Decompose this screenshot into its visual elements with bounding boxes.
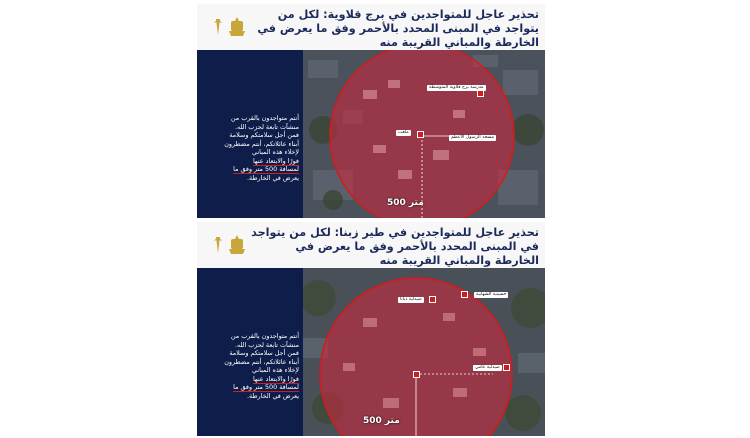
evacuation-warning-panel-1: [197, 4, 545, 218]
target-marker: [413, 371, 420, 378]
map-label: مدرسة برج قلاوية المتوسطة: [429, 85, 484, 90]
map-label: حسينية الشهابية: [476, 292, 507, 297]
map-label: ملعب: [398, 130, 409, 135]
message-highlight: فورًا والابتعاد عنها: [252, 156, 299, 165]
warning-message: أنتم متواجدون بالقرب من منشآت تابعة لحزب الله. فمن أجل سلامتكم وسلامة أبناء عائلاتكم، أنتم مضطرون لإخلاء هذه المباني فورًا والابتعاد عنها لمسافة 500 متر وفق ما يعرض في الخارطة.: [224, 332, 299, 400]
message-highlight: لمسافة 500 متر وفق ما: [233, 383, 299, 391]
evacuation-warning-panel-2: [197, 222, 545, 436]
map-label: صيدلية ديانا: [400, 297, 422, 302]
map-graphic: [303, 268, 545, 436]
target-marker: [417, 131, 424, 138]
warning-message: أنتم متواجدون بالقرب من منشآت تابعة لحزب الله. فمن أجل سلامتكم وسلامة أبناء عائلاتكم، أنتم مضطرون لإخلاء هذه المباني فورًا والابتعاد عنها لمسافة 500 متر وفق ما يعرض في الخارطة.: [224, 114, 299, 182]
idf-emblem-icon: [211, 233, 249, 257]
warning-title: تحذير عاجل للمتواجدين في برج قلاوية: لكل من يتواجد في المبنى المحدد بالأحمر وفق ما يعرض في الخارطة والمباني القريبة منه: [257, 8, 539, 49]
satellite-map: [303, 268, 545, 436]
target-marker: [503, 364, 510, 371]
warning-message-box: [197, 50, 303, 218]
warning-header: [197, 222, 545, 268]
target-marker: [461, 291, 468, 298]
radius-label: 500 متر: [387, 198, 424, 208]
map-label: مسجد الرسول الأعظم: [451, 135, 495, 140]
radius-label: 500 متر: [363, 416, 400, 426]
map-label: صيدلية عامي: [475, 365, 500, 370]
map-graphic: [303, 50, 545, 218]
warning-header: [197, 4, 545, 50]
target-marker: [477, 90, 484, 97]
message-highlight: فورًا والابتعاد عنها: [252, 374, 299, 383]
idf-emblem-icon: [211, 15, 249, 39]
message-highlight: لمسافة 500 متر وفق ما: [233, 165, 299, 173]
target-marker: [429, 296, 436, 303]
warning-message-box: [197, 268, 303, 436]
warning-title: تحذير عاجل للمتواجدين في طير زبنا: لكل من يتواجد في المبنى المحدد بالأحمر وفق ما يعرض في الخارطة والمباني القريبة منه: [251, 226, 539, 267]
satellite-map: [303, 50, 545, 218]
